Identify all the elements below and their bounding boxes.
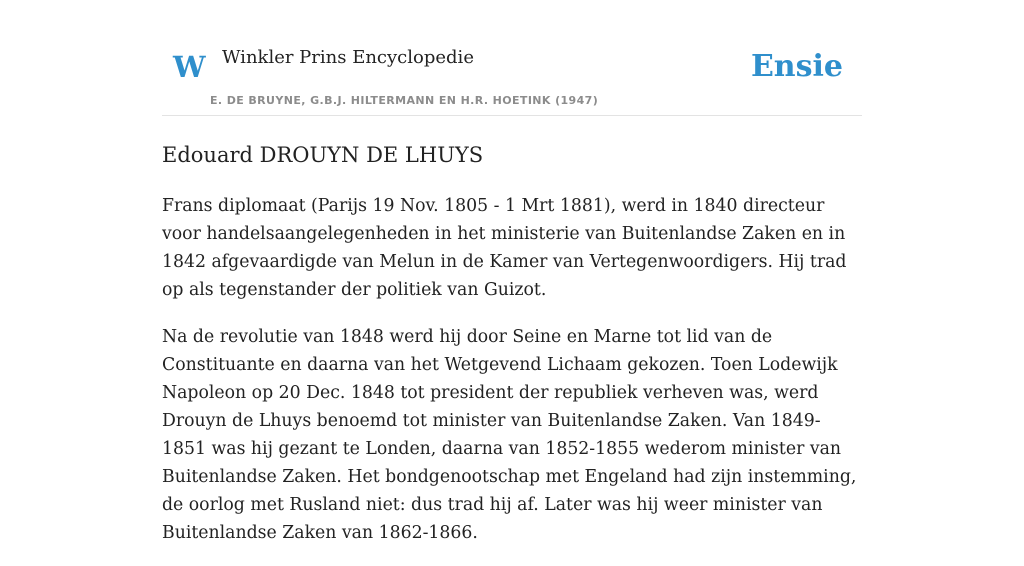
- article-title: Edouard DROUYN DE LHUYS: [162, 143, 484, 167]
- winkler-prins-logo[interactable]: W: [173, 50, 206, 84]
- source-authors: E. DE BRUYNE, G.B.J. HILTERMANN EN H.R. HOETINK (1947): [210, 94, 599, 107]
- ensie-brand-logo[interactable]: Ensie: [750, 49, 843, 84]
- source-header: [162, 40, 862, 116]
- article-body: [162, 192, 862, 566]
- article-paragraph: Frans diplomaat (Parijs 19 Nov. 1805 - 1 Mrt 1881), werd in 1840 directeur voor handelsaangelegenheden in het ministerie van Buitenlandse Zaken en in 1842 afgevaardigde van Melun in de Kamer van Vertegenwoordigers. Hij trad op als tegenstander der politiek van Guizot.: [162, 196, 847, 300]
- article-paragraph: Na de revolutie van 1848 werd hij door Seine en Marne tot lid van de Constituante en daarna van het Wetgevend Lichaam gekozen. Toen Lodewijk Napoleon op 20 Dec. 1848 tot president der republiek verheven was, werd Drouyn de Lhuys benoemd tot minister van Buitenlandse Zaken. Van 1849-1851 was hij gezant te Londen, daarna van 1852-1855 wederom minister van Buitenlandse Zaken. Het bondgenootschap met Engeland had zijn instemming, de oorlog met Rusland niet: dus trad hij af. Later was hij weer minister van Buitenlandse Zaken van 1862-1866.: [162, 327, 857, 543]
- source-title[interactable]: Winkler Prins Encyclopedie: [222, 47, 474, 68]
